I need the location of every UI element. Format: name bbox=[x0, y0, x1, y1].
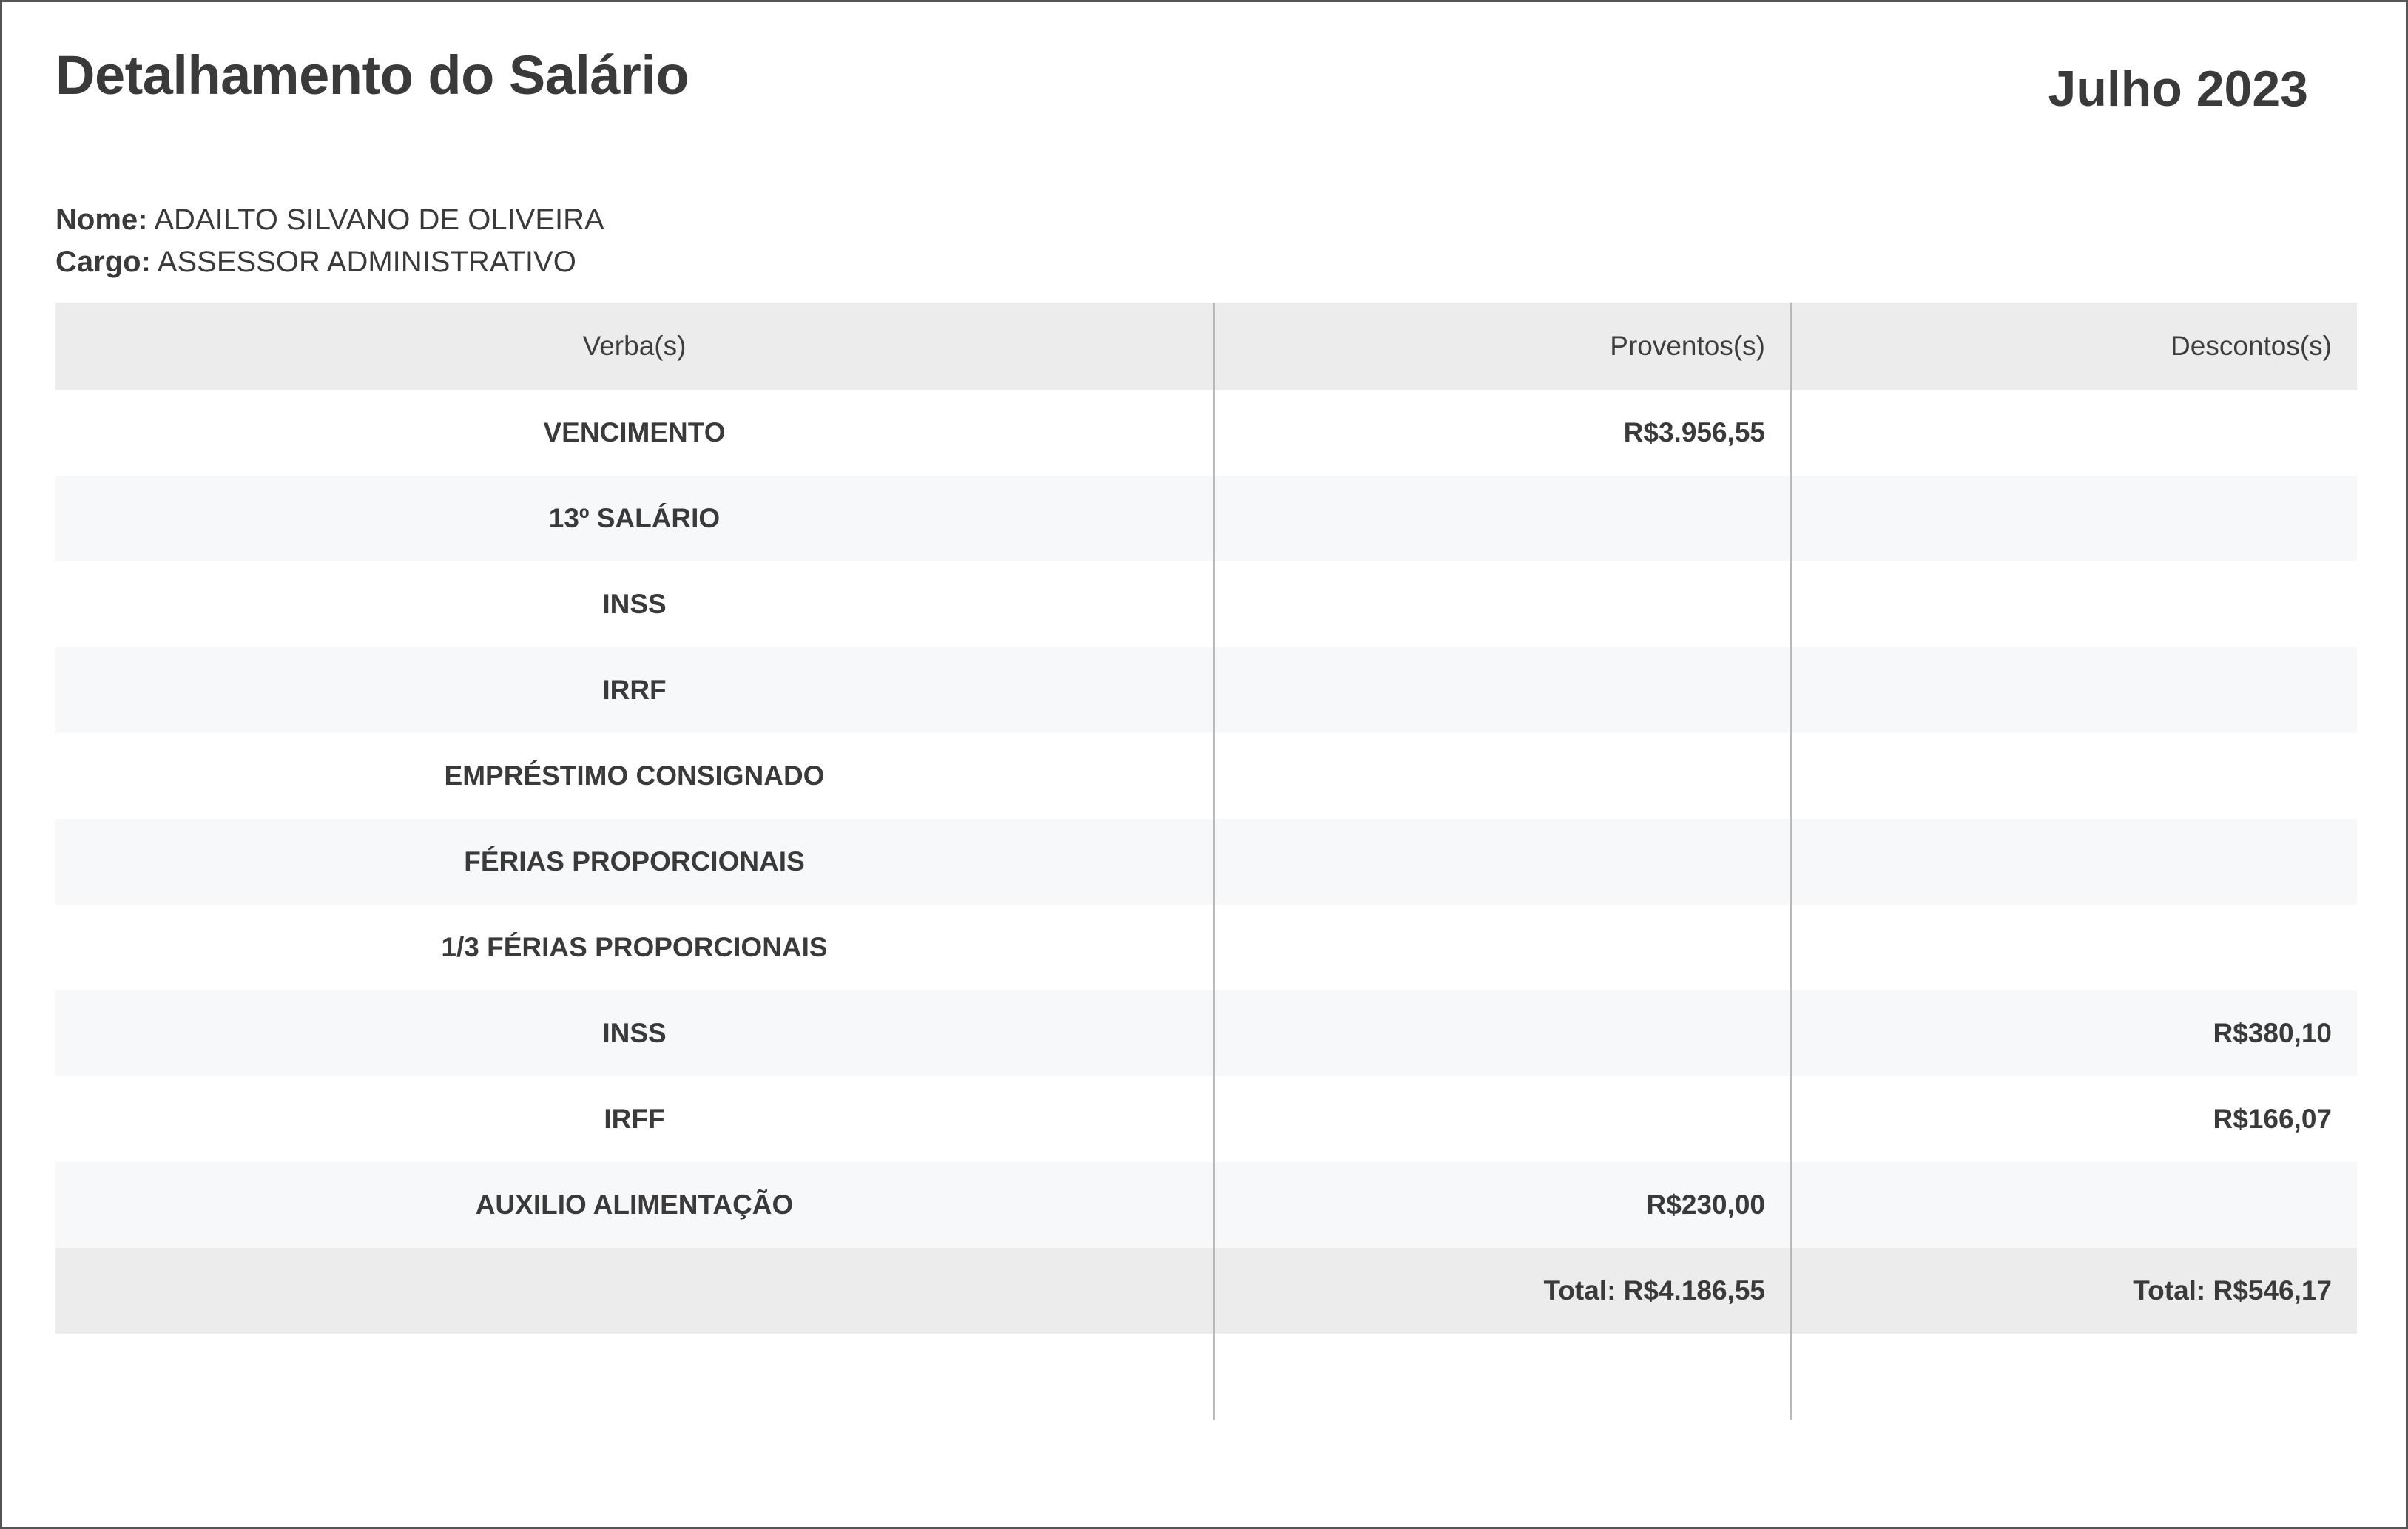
period-label: Julho 2023 bbox=[2048, 61, 2308, 117]
row-descontos bbox=[1791, 733, 2357, 819]
row-proventos bbox=[1214, 819, 1791, 905]
row-verba: EMPRÉSTIMO CONSIGNADO bbox=[55, 733, 1214, 819]
row-descontos: R$166,07 bbox=[1791, 1076, 2357, 1162]
row-proventos: R$230,00 bbox=[1214, 1162, 1791, 1248]
row-proventos bbox=[1214, 990, 1791, 1076]
page-title: Detalhamento do Salário bbox=[55, 44, 689, 106]
salary-table-body bbox=[55, 390, 2357, 1420]
table-row bbox=[55, 1076, 2357, 1162]
row-proventos bbox=[1214, 561, 1791, 647]
table-totals-row bbox=[55, 1248, 2357, 1334]
table-row bbox=[55, 476, 2357, 561]
row-descontos bbox=[1791, 476, 2357, 561]
table-footer-spacer bbox=[55, 1334, 2357, 1420]
table-row bbox=[55, 733, 2357, 819]
table-row bbox=[55, 819, 2357, 905]
row-verba: INSS bbox=[55, 561, 1214, 647]
document-header bbox=[55, 44, 2353, 118]
row-descontos bbox=[1791, 390, 2357, 476]
page-content bbox=[2, 2, 2406, 1420]
table-row bbox=[55, 647, 2357, 733]
row-verba: IRFF bbox=[55, 1076, 1214, 1162]
employee-name-value: ADAILTO SILVANO DE OLIVEIRA bbox=[154, 203, 604, 236]
table-row bbox=[55, 905, 2357, 990]
totals-verba bbox=[55, 1248, 1214, 1334]
employee-name-label: Nome: bbox=[55, 203, 148, 236]
row-verba: 13º SALÁRIO bbox=[55, 476, 1214, 561]
table-row bbox=[55, 390, 2357, 476]
footer-spacer-proventos bbox=[1214, 1334, 1791, 1420]
row-descontos bbox=[1791, 819, 2357, 905]
row-proventos bbox=[1214, 905, 1791, 990]
column-header-verba: Verba(s) bbox=[55, 303, 1214, 390]
column-header-proventos: Proventos(s) bbox=[1214, 303, 1791, 390]
row-descontos bbox=[1791, 561, 2357, 647]
footer-spacer-descontos bbox=[1791, 1334, 2357, 1420]
row-descontos bbox=[1791, 1162, 2357, 1248]
table-row bbox=[55, 1162, 2357, 1248]
row-descontos bbox=[1791, 647, 2357, 733]
row-proventos bbox=[1214, 733, 1791, 819]
employee-role-value: ASSESSOR ADMINISTRATIVO bbox=[157, 245, 576, 278]
row-verba: FÉRIAS PROPORCIONAIS bbox=[55, 819, 1214, 905]
table-header-row bbox=[55, 303, 2357, 390]
employee-info bbox=[55, 199, 2353, 283]
row-verba: IRRF bbox=[55, 647, 1214, 733]
footer-spacer-verba bbox=[55, 1334, 1214, 1420]
totals-descontos: Total: R$546,17 bbox=[1791, 1248, 2357, 1334]
row-verba: 1/3 FÉRIAS PROPORCIONAIS bbox=[55, 905, 1214, 990]
row-verba: VENCIMENTO bbox=[55, 390, 1214, 476]
table-row bbox=[55, 561, 2357, 647]
row-proventos bbox=[1214, 1076, 1791, 1162]
row-descontos bbox=[1791, 905, 2357, 990]
row-verba: INSS bbox=[55, 990, 1214, 1076]
salary-table-header bbox=[55, 303, 2357, 390]
salary-table bbox=[55, 303, 2357, 1420]
column-header-descontos: Descontos(s) bbox=[1791, 303, 2357, 390]
employee-role-line bbox=[55, 241, 2353, 283]
totals-proventos: Total: R$4.186,55 bbox=[1214, 1248, 1791, 1334]
row-proventos: R$3.956,55 bbox=[1214, 390, 1791, 476]
table-row bbox=[55, 990, 2357, 1076]
employee-name-line bbox=[55, 199, 2353, 241]
row-proventos bbox=[1214, 647, 1791, 733]
employee-role-label: Cargo: bbox=[55, 245, 151, 278]
row-descontos: R$380,10 bbox=[1791, 990, 2357, 1076]
row-proventos bbox=[1214, 476, 1791, 561]
row-verba: AUXILIO ALIMENTAÇÃO bbox=[55, 1162, 1214, 1248]
